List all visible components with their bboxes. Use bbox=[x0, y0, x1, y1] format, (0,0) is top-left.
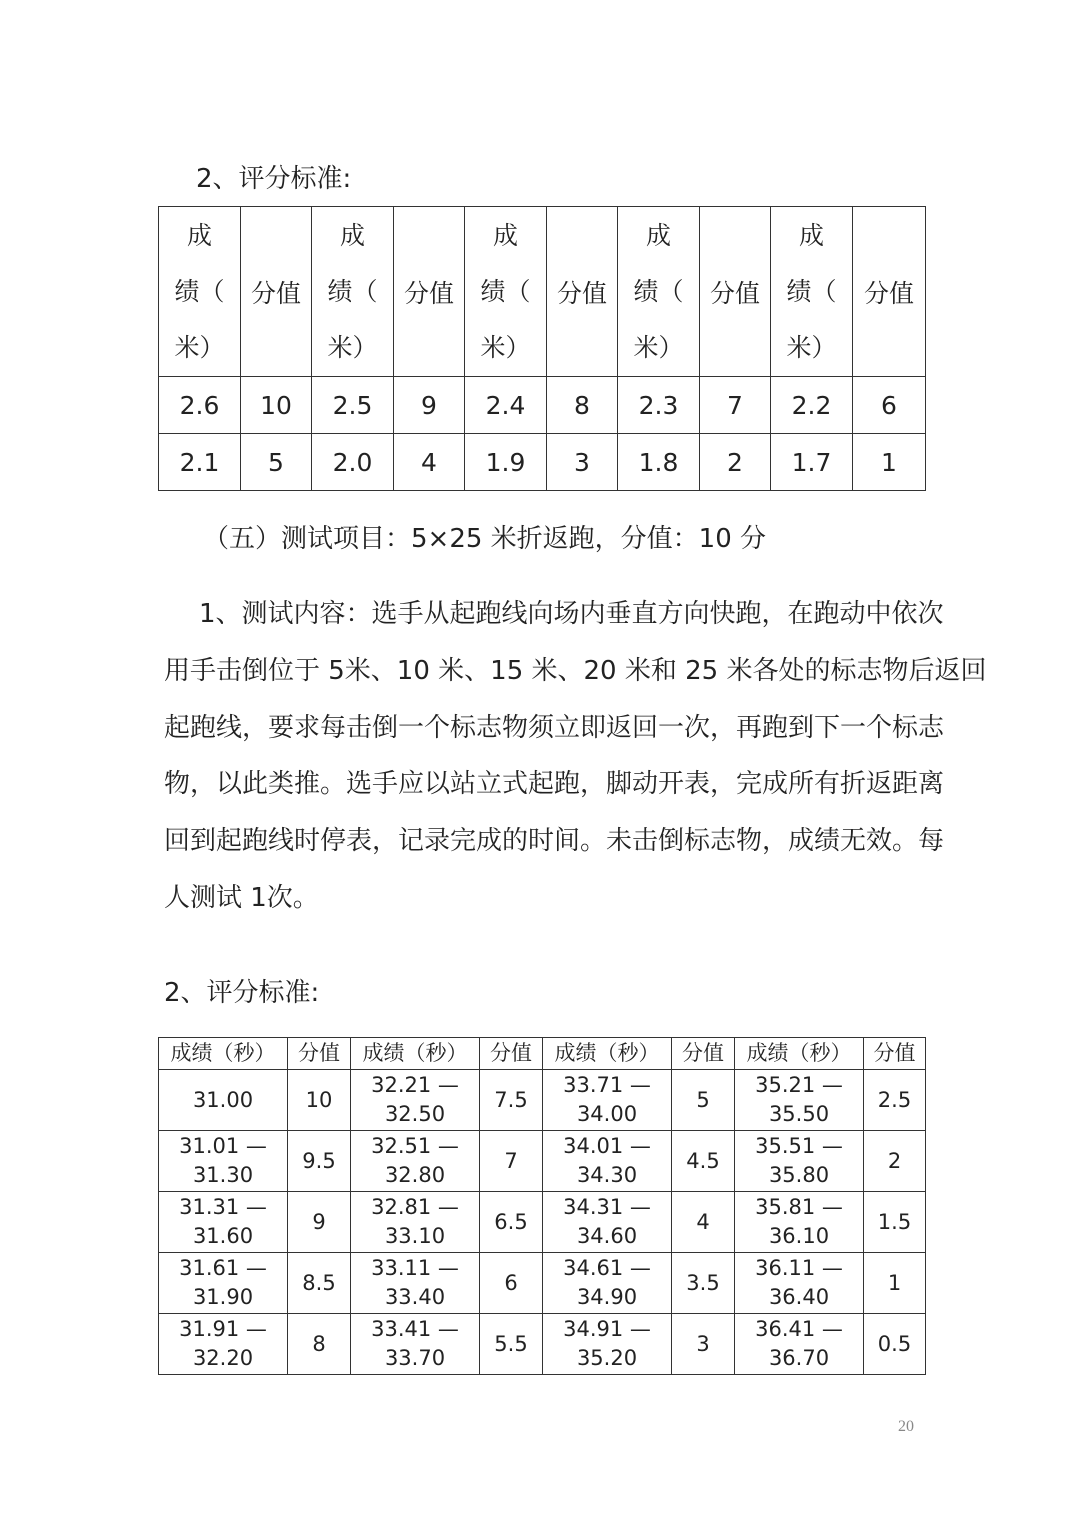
score-cell bbox=[735, 1314, 864, 1375]
table-header-row bbox=[159, 1038, 926, 1070]
header-line: 绩（ bbox=[174, 276, 225, 306]
score-line: 33.70 bbox=[384, 1346, 446, 1370]
header-line: 绩（ bbox=[786, 276, 837, 306]
score-line: 31.91 — bbox=[179, 1317, 267, 1341]
points-cell: 1 bbox=[853, 434, 926, 491]
points-cell: 3 bbox=[672, 1314, 735, 1375]
section1-heading: 2、评分标准: bbox=[196, 164, 352, 194]
score-line: 31.60 bbox=[192, 1224, 254, 1248]
score-line: 32.51 — bbox=[371, 1134, 459, 1158]
points-cell: 0.5 bbox=[864, 1314, 926, 1375]
points-cell: 6.5 bbox=[480, 1192, 543, 1253]
header-score-cell: 成绩（秒） bbox=[543, 1038, 672, 1070]
header-points-cell: 分值 bbox=[288, 1038, 351, 1070]
score-cell bbox=[735, 1070, 864, 1131]
score-line: 32.20 bbox=[192, 1346, 254, 1370]
header-points-cell: 分值 bbox=[672, 1038, 735, 1070]
score-cell bbox=[351, 1131, 480, 1192]
header-line: 米） bbox=[633, 332, 684, 362]
points-cell: 1.5 bbox=[864, 1192, 926, 1253]
header-line: 绩（ bbox=[327, 276, 378, 306]
score-line: 31.61 — bbox=[179, 1256, 267, 1280]
score-cell bbox=[735, 1253, 864, 1314]
header-line: 绩（ bbox=[480, 276, 531, 306]
score-cell bbox=[351, 1192, 480, 1253]
header-line: 米） bbox=[480, 332, 531, 362]
points-cell: 8 bbox=[547, 377, 618, 434]
score-line: 33.41 — bbox=[371, 1317, 459, 1341]
table-header-row bbox=[159, 207, 926, 377]
score-cell bbox=[735, 1131, 864, 1192]
score-line: 31.90 bbox=[192, 1285, 254, 1309]
score-cell bbox=[351, 1314, 480, 1375]
score-cell: 2.2 bbox=[771, 377, 853, 434]
score-line: 33.40 bbox=[384, 1285, 446, 1309]
paragraph-line: 起跑线，要求每击倒一个标志物须立即返回一次，再跑到下一个标志 bbox=[164, 712, 945, 743]
score-cell: 2.1 bbox=[159, 434, 241, 491]
header-points-cell: 分值 bbox=[700, 207, 771, 377]
table-row bbox=[159, 1070, 926, 1131]
score-cell bbox=[543, 1192, 672, 1253]
points-cell: 8 bbox=[288, 1314, 351, 1375]
score-cell bbox=[543, 1131, 672, 1192]
points-cell: 4 bbox=[394, 434, 465, 491]
score-line: 31.01 — bbox=[179, 1134, 267, 1158]
score-line: 33.10 bbox=[384, 1224, 446, 1248]
points-cell: 10 bbox=[288, 1070, 351, 1131]
score-line: 34.60 bbox=[576, 1224, 638, 1248]
header-line: 米） bbox=[327, 332, 378, 362]
header-score-cell bbox=[159, 207, 241, 377]
points-cell: 2 bbox=[700, 434, 771, 491]
table-row bbox=[159, 1131, 926, 1192]
score-line: 34.00 bbox=[576, 1102, 638, 1126]
score-line: 33.71 — bbox=[563, 1073, 651, 1097]
points-cell: 8.5 bbox=[288, 1253, 351, 1314]
header-line: 绩（ bbox=[633, 276, 684, 306]
table-row bbox=[159, 434, 926, 491]
score-line: 32.81 — bbox=[371, 1195, 459, 1219]
score-line: 36.41 — bbox=[755, 1317, 843, 1341]
header-line: 成 bbox=[798, 220, 824, 250]
points-cell: 3 bbox=[547, 434, 618, 491]
header-score-cell bbox=[771, 207, 853, 377]
points-cell: 7.5 bbox=[480, 1070, 543, 1131]
header-line: 成 bbox=[186, 220, 212, 250]
score-line: 32.21 — bbox=[371, 1073, 459, 1097]
points-cell: 4.5 bbox=[672, 1131, 735, 1192]
score-line: 32.80 bbox=[384, 1163, 446, 1187]
score-cell: 2.3 bbox=[618, 377, 700, 434]
score-line: 34.90 bbox=[576, 1285, 638, 1309]
header-score-cell bbox=[465, 207, 547, 377]
header-line: 成 bbox=[492, 220, 518, 250]
table-row bbox=[159, 1192, 926, 1253]
score-cell bbox=[735, 1192, 864, 1253]
table-row bbox=[159, 1253, 926, 1314]
score-line: 36.10 bbox=[768, 1224, 830, 1248]
score-line: 34.01 — bbox=[563, 1134, 651, 1158]
header-line: 成 bbox=[339, 220, 365, 250]
score-cell bbox=[159, 1253, 288, 1314]
score-line: 33.11 — bbox=[371, 1256, 459, 1280]
header-points-cell: 分值 bbox=[864, 1038, 926, 1070]
section2-heading: 2、评分标准: bbox=[164, 978, 320, 1008]
score-cell bbox=[543, 1253, 672, 1314]
score-line: 35.81 — bbox=[755, 1195, 843, 1219]
header-line: 米） bbox=[174, 332, 225, 362]
score-line: 35.50 bbox=[768, 1102, 830, 1126]
points-cell: 5 bbox=[241, 434, 312, 491]
score-cell: 2.5 bbox=[312, 377, 394, 434]
page-number: 20 bbox=[898, 1418, 914, 1435]
score-line: 36.11 — bbox=[755, 1256, 843, 1280]
score-cell: 2.0 bbox=[312, 434, 394, 491]
points-cell: 10 bbox=[241, 377, 312, 434]
score-cell bbox=[159, 1192, 288, 1253]
points-cell: 2 bbox=[864, 1131, 926, 1192]
score-line: 35.21 — bbox=[755, 1073, 843, 1097]
points-cell: 5 bbox=[672, 1070, 735, 1131]
header-points-cell: 分值 bbox=[547, 207, 618, 377]
score-line: 31.00 bbox=[192, 1087, 254, 1112]
score-cell: 2.6 bbox=[159, 377, 241, 434]
score-cell bbox=[543, 1314, 672, 1375]
score-cell bbox=[351, 1070, 480, 1131]
table-row bbox=[159, 377, 926, 434]
paragraph-line: 回到起跑线时停表，记录完成的时间。未击倒标志物，成绩无效。每 bbox=[164, 826, 945, 857]
header-score-cell bbox=[312, 207, 394, 377]
score-cell bbox=[351, 1253, 480, 1314]
score-cell bbox=[543, 1070, 672, 1131]
test-item-title: （五）测试项目：5×25 米折返跑，分值：10 分 bbox=[203, 524, 767, 554]
score-cell: 1.8 bbox=[618, 434, 700, 491]
score-cell bbox=[159, 1314, 288, 1375]
score-line: 35.20 bbox=[576, 1346, 638, 1370]
score-line: 31.31 — bbox=[179, 1195, 267, 1219]
score-line: 34.91 — bbox=[563, 1317, 651, 1341]
points-cell: 6 bbox=[480, 1253, 543, 1314]
score-line: 34.61 — bbox=[563, 1256, 651, 1280]
score-line: 35.51 — bbox=[755, 1134, 843, 1158]
jump-score-table bbox=[158, 206, 926, 491]
header-points-cell: 分值 bbox=[853, 207, 926, 377]
points-cell: 1 bbox=[864, 1253, 926, 1314]
score-line: 35.80 bbox=[768, 1163, 830, 1187]
points-cell: 4 bbox=[672, 1192, 735, 1253]
score-cell: 2.4 bbox=[465, 377, 547, 434]
paragraph-line: 用手击倒位于 5米、10 米、15 米、20 米和 25 米各处的标志物后返回 bbox=[164, 655, 987, 686]
shuttle-run-score-table bbox=[158, 1037, 926, 1375]
score-line: 34.30 bbox=[576, 1163, 638, 1187]
points-cell: 5.5 bbox=[480, 1314, 543, 1375]
score-line: 36.70 bbox=[768, 1346, 830, 1370]
header-points-cell: 分值 bbox=[480, 1038, 543, 1070]
paragraph-line: 1、测试内容：选手从起跑线向场内垂直方向快跑，在跑动中依次 bbox=[199, 599, 944, 629]
header-score-cell: 成绩（秒） bbox=[159, 1038, 288, 1070]
points-cell: 2.5 bbox=[864, 1070, 926, 1131]
header-score-cell: 成绩（秒） bbox=[351, 1038, 480, 1070]
paragraph-line: 人测试 1次。 bbox=[164, 882, 319, 913]
score-cell: 1.7 bbox=[771, 434, 853, 491]
score-cell: 1.9 bbox=[465, 434, 547, 491]
points-cell: 9 bbox=[288, 1192, 351, 1253]
header-points-cell: 分值 bbox=[241, 207, 312, 377]
table-row bbox=[159, 1314, 926, 1375]
paragraph-line: 物，以此类推。选手应以站立式起跑，脚动开表，完成所有折返距离 bbox=[164, 769, 945, 800]
header-line: 米） bbox=[786, 332, 837, 362]
score-line: 34.31 — bbox=[563, 1195, 651, 1219]
score-line: 31.30 bbox=[192, 1163, 254, 1187]
score-line: 32.50 bbox=[384, 1102, 446, 1126]
test-content-paragraph bbox=[164, 586, 987, 927]
points-cell: 9.5 bbox=[288, 1131, 351, 1192]
header-line: 成 bbox=[645, 220, 671, 250]
points-cell: 7 bbox=[480, 1131, 543, 1192]
header-score-cell: 成绩（秒） bbox=[735, 1038, 864, 1070]
score-cell bbox=[159, 1070, 288, 1131]
points-cell: 9 bbox=[394, 377, 465, 434]
score-cell bbox=[159, 1131, 288, 1192]
points-cell: 3.5 bbox=[672, 1253, 735, 1314]
header-score-cell bbox=[618, 207, 700, 377]
header-points-cell: 分值 bbox=[394, 207, 465, 377]
points-cell: 7 bbox=[700, 377, 771, 434]
score-line: 36.40 bbox=[768, 1285, 830, 1309]
points-cell: 6 bbox=[853, 377, 926, 434]
